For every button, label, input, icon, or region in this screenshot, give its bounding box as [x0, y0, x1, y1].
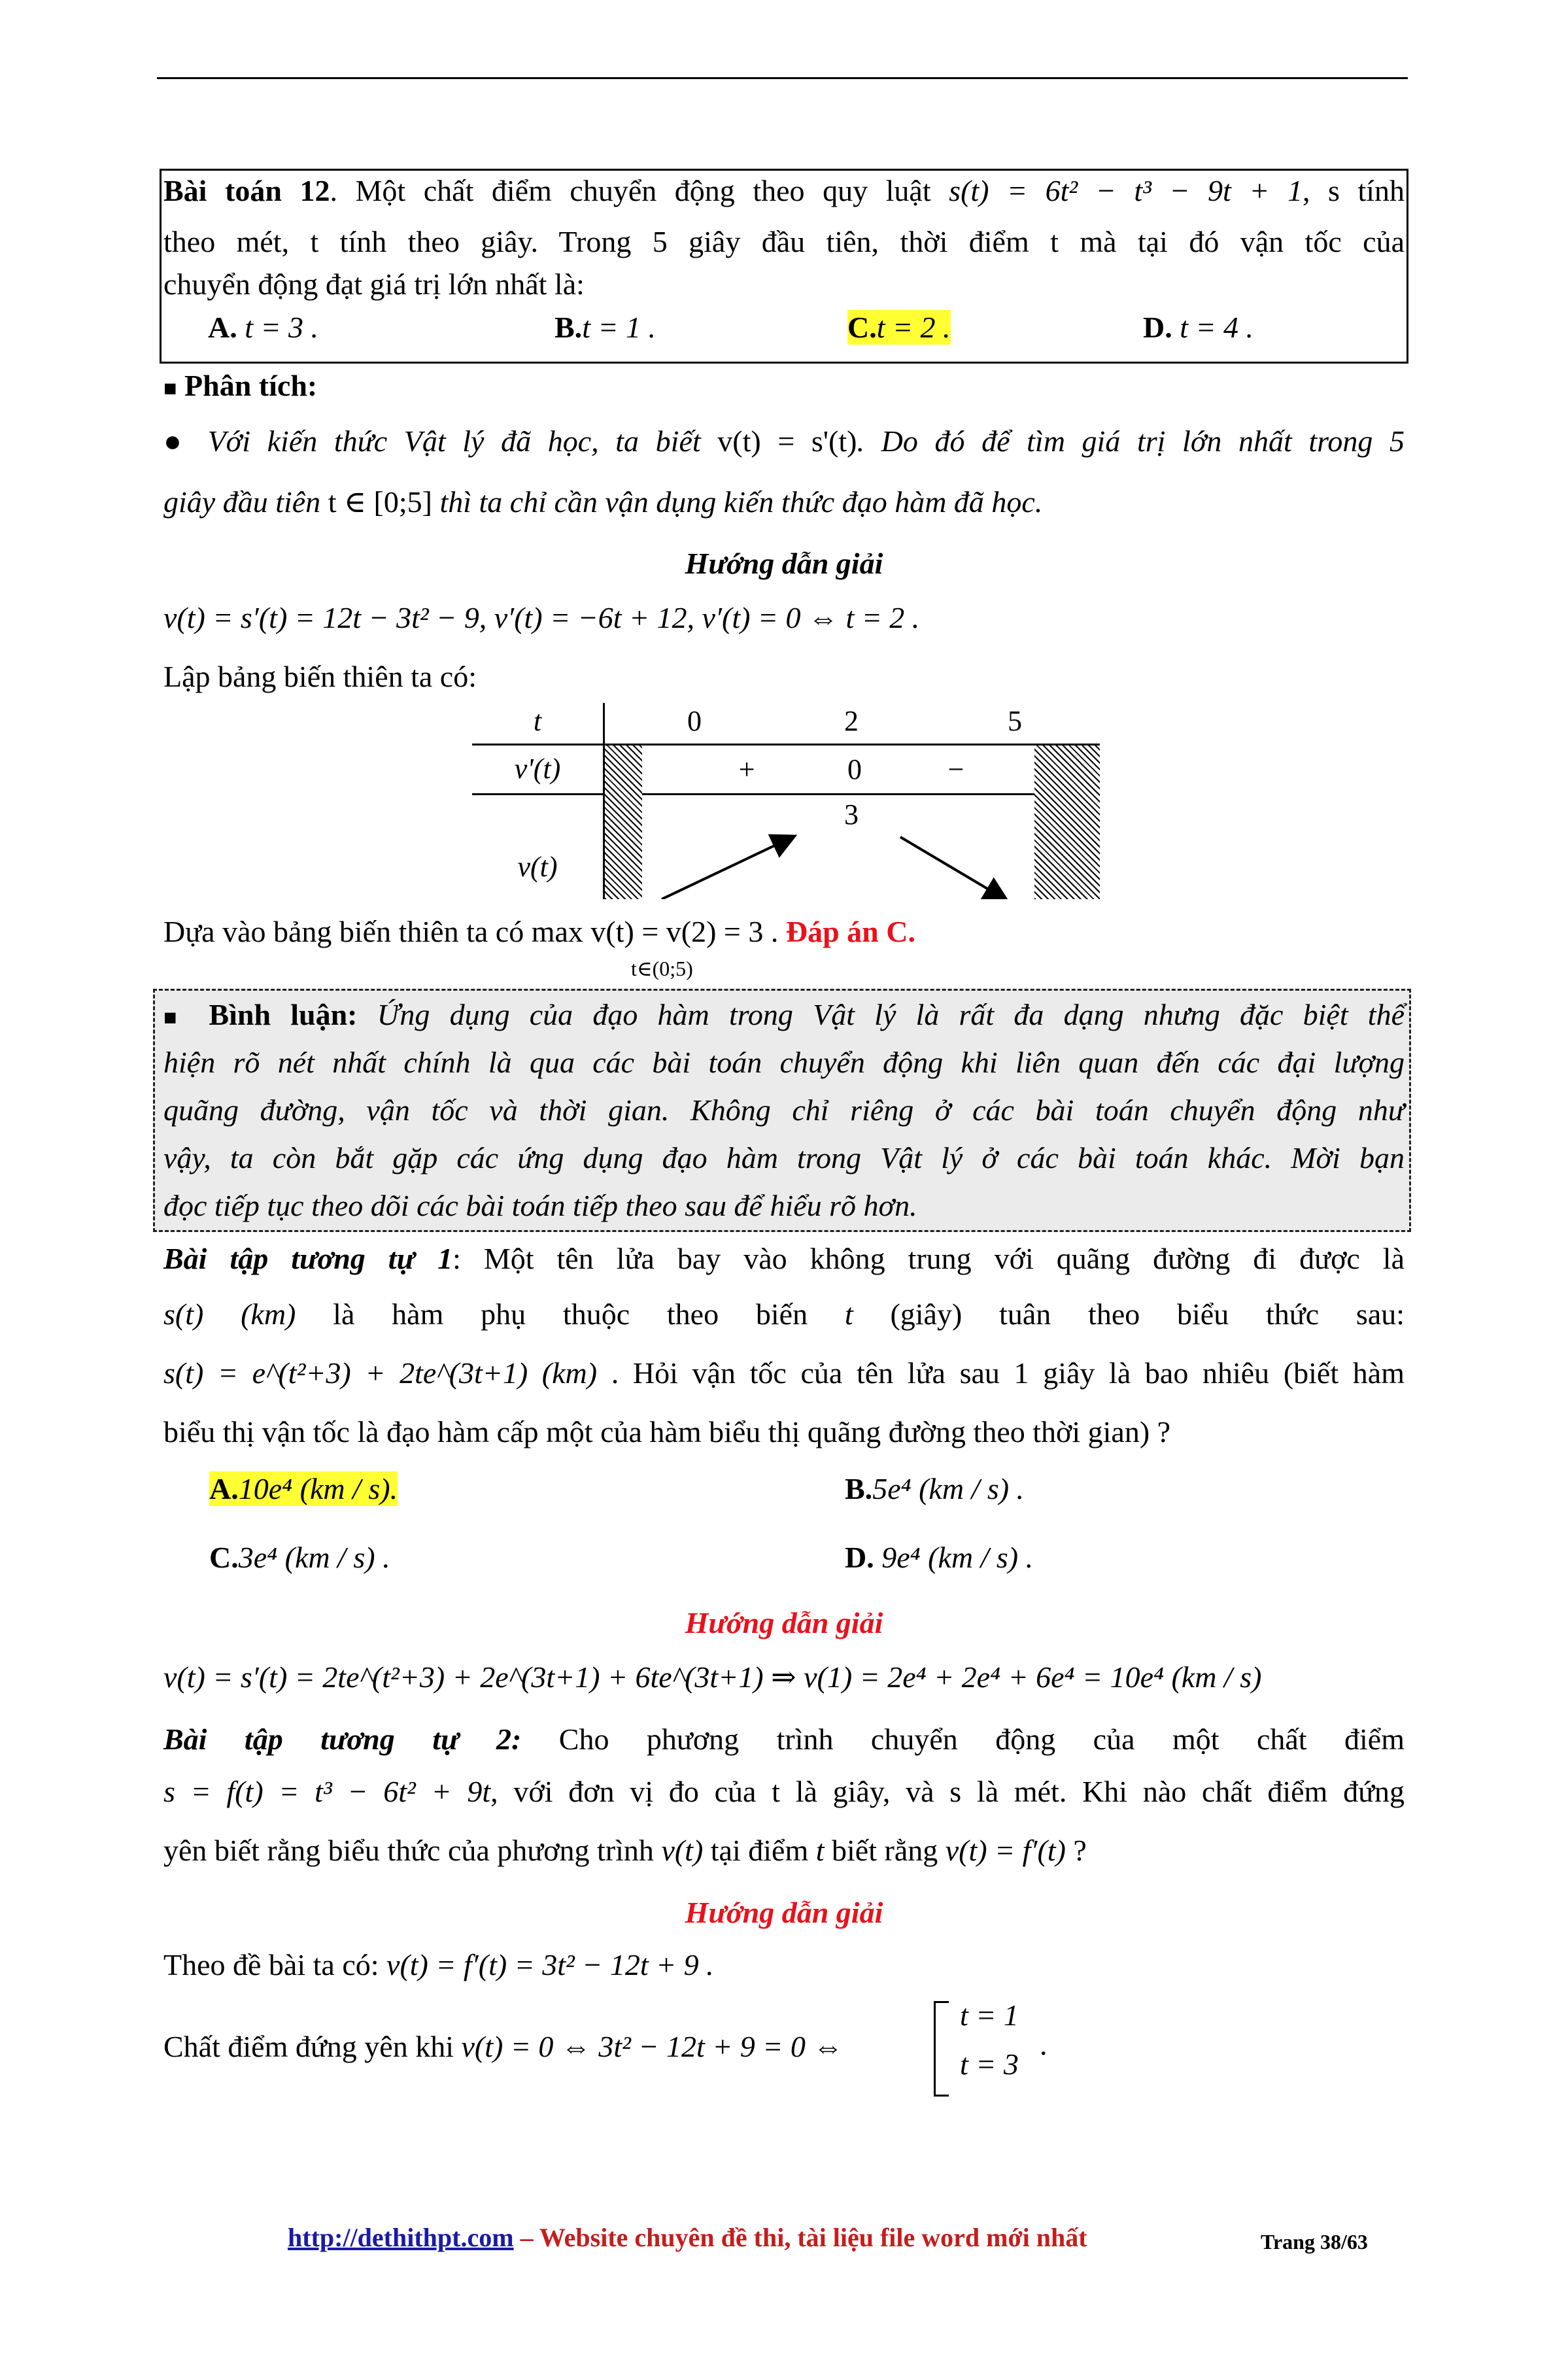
square-bullet-icon: ■	[163, 1006, 190, 1030]
problem-line-3: chuyển động đạt giá trị lớn nhất là:	[163, 267, 585, 301]
option-b: B.t = 1 .	[554, 311, 656, 344]
problem-line-2: theo mét, t tính theo giây. Trong 5 giây đầu tiên, thời điểm t mà tại đó vận tốc của	[163, 225, 1405, 258]
ex1-line-2: s(t) (km) là hàm phụ thuộc theo biến t (giây) tuân theo biểu thức sau:	[163, 1297, 1405, 1331]
option-a: A. t = 3 .	[208, 311, 319, 344]
analysis-heading: ■ Phân tích:	[163, 369, 318, 402]
row-label-v: v(t)	[517, 851, 558, 883]
case-1: t = 1	[960, 1998, 1019, 2032]
decrease-arrow	[900, 837, 1005, 899]
table-conclusion: Dựa vào bảng biến thiên ta có max v(t) = v(2) = 3 . Đáp án C.	[163, 915, 915, 948]
ex1-line-3: s(t) = e^(t²+3) + 2te^(3t+1) (km) . Hỏi vận tốc của tên lửa sau 1 giây là bao nhiêu (biết hàm	[163, 1356, 1405, 1390]
analysis-line-2: giây đầu tiên t ∈ [0;5] thì ta chỉ cần vận dụng kiến thức đạo hàm đã học.	[163, 485, 1043, 519]
row-label-dv: v'(t)	[514, 753, 561, 785]
ex1-solution-title: Hướng dẫn giải	[685, 1606, 883, 1639]
row-label-t: t	[533, 705, 542, 737]
table-intro: Lập bảng biến thiên ta có:	[163, 660, 477, 693]
problem-formula: s(t) = 6t² − t³ − 9t + 1	[949, 174, 1303, 207]
answer-label: Đáp án C.	[785, 915, 915, 948]
t-value-5: 5	[1008, 705, 1022, 737]
ex2-sol-line-2: Chất điểm đứng yên khi v(t) = 0 ⇔ 3t² − 12t + 9 = 0 ⇔	[163, 2030, 844, 2063]
ex1-option-c: C.3e⁴ (km / s) .	[209, 1541, 390, 1574]
max-value: 3	[844, 798, 859, 831]
footer: http://dethithpt.com – Website chuyên đề thi, tài liệu file word mới nhất	[288, 2223, 1087, 2252]
option-c-highlighted: C.t = 2 .	[847, 311, 951, 344]
ex1-solution: v(t) = s′(t) = 2te^(t²+3) + 2e^(3t+1) + 6te^(3t+1) ⇒ v(1) = 2e⁴ + 2e⁴ + 6e⁴ = 10e⁴ (km / s)	[163, 1660, 1262, 1694]
t-value-2: 2	[844, 705, 859, 737]
ex1-line-4: biểu thị vận tốc là đạo hàm cấp một của hàm biểu thị quãng đường theo thời gian) ?	[163, 1415, 1171, 1448]
t-value-0: 0	[687, 705, 702, 737]
case-2: t = 3	[960, 2047, 1019, 2081]
problem-label: Bài toán 12	[163, 174, 330, 207]
footer-link[interactable]: http://dethithpt.com	[288, 2223, 514, 2252]
option-d: D. t = 4 .	[1143, 311, 1254, 344]
comment-line-5: đọc tiếp tục theo dõi các bài toán tiếp theo sau để hiểu rõ hơn.	[163, 1189, 917, 1222]
sign-minus: −	[947, 753, 964, 785]
solution-equation: v(t) = s′(t) = 12t − 3t² − 9, v′(t) = −6t + 12, v′(t) = 0 ⇔ t = 2 .	[163, 601, 920, 634]
sign-plus: +	[738, 753, 755, 785]
comment-line-2: hiện rõ nét nhất chính là qua các bài toán chuyển động khi liên quan đến các đại lượng	[163, 1046, 1405, 1079]
ex1-line-1: Bài tập tương tự 1: Một tên lửa bay vào không trung với quãng đường đi được là	[163, 1242, 1405, 1275]
max-subscript: t∈(0;5)	[631, 957, 693, 980]
comment-line-1: ■ Bình luận: Ứng dụng của đạo hàm trong Vật lý là rất đa dạng nhưng đặc biệt thể	[163, 998, 1405, 1031]
variation-table	[472, 703, 1100, 899]
solution-title: Hướng dẫn giải	[685, 547, 883, 580]
dot-bullet-icon: ●	[163, 424, 191, 458]
increase-arrow	[662, 837, 793, 899]
ex2-sol-line-1: Theo đề bài ta có: v(t) = f′(t) = 3t² − 12t + 9 .	[163, 1948, 714, 1981]
arrows-svg	[472, 703, 1100, 899]
ex2-line-1: Bài tập tương tự 2: Cho phương trình chuyển động của một chất điểm	[163, 1722, 1405, 1756]
ex2-solution-title: Hướng dẫn giải	[685, 1896, 883, 1929]
ex1-option-a-highlighted: A.10e⁴ (km / s).	[209, 1472, 398, 1505]
case-end-dot: .	[1040, 2028, 1048, 2061]
ex2-line-2: s = f(t) = t³ − 6t² + 9t, với đơn vị đo của t là giây, và s là mét. Khi nào chất điểm đứng	[163, 1775, 1405, 1808]
square-bullet-icon: ■	[163, 377, 177, 401]
sign-zero: 0	[847, 753, 862, 785]
ex1-option-d: D. 9e⁴ (km / s) .	[845, 1541, 1034, 1574]
page-number: Trang 38/63	[1261, 2230, 1368, 2253]
ex2-line-3: yên biết rằng biểu thức của phương trình v(t) tại điểm t biết rằng v(t) = f′(t) ?	[163, 1834, 1087, 1867]
ex1-option-b: B.5e⁴ (km / s) .	[845, 1472, 1025, 1505]
analysis-line-1: ● Với kiến thức Vật lý đã học, ta biết v(t) = s'(t). Do đó để tìm giá trị lớn nhất trong 5	[163, 424, 1405, 458]
header-rule	[157, 77, 1408, 79]
comment-line-3: quãng đường, vận tốc và thời gian. Không chỉ riêng ở các bài toán chuyển động như	[163, 1093, 1405, 1127]
problem-line-1: Bài toán 12. Một chất điểm chuyển động theo quy luật s(t) = 6t² − t³ − 9t + 1, s tính	[163, 174, 1405, 207]
comment-line-4: vậy, ta còn bắt gặp các ứng dụng đạo hàm trong Vật lý ở các bài toán khác. Mời bạn	[163, 1141, 1405, 1174]
case-bracket	[934, 2001, 949, 2097]
